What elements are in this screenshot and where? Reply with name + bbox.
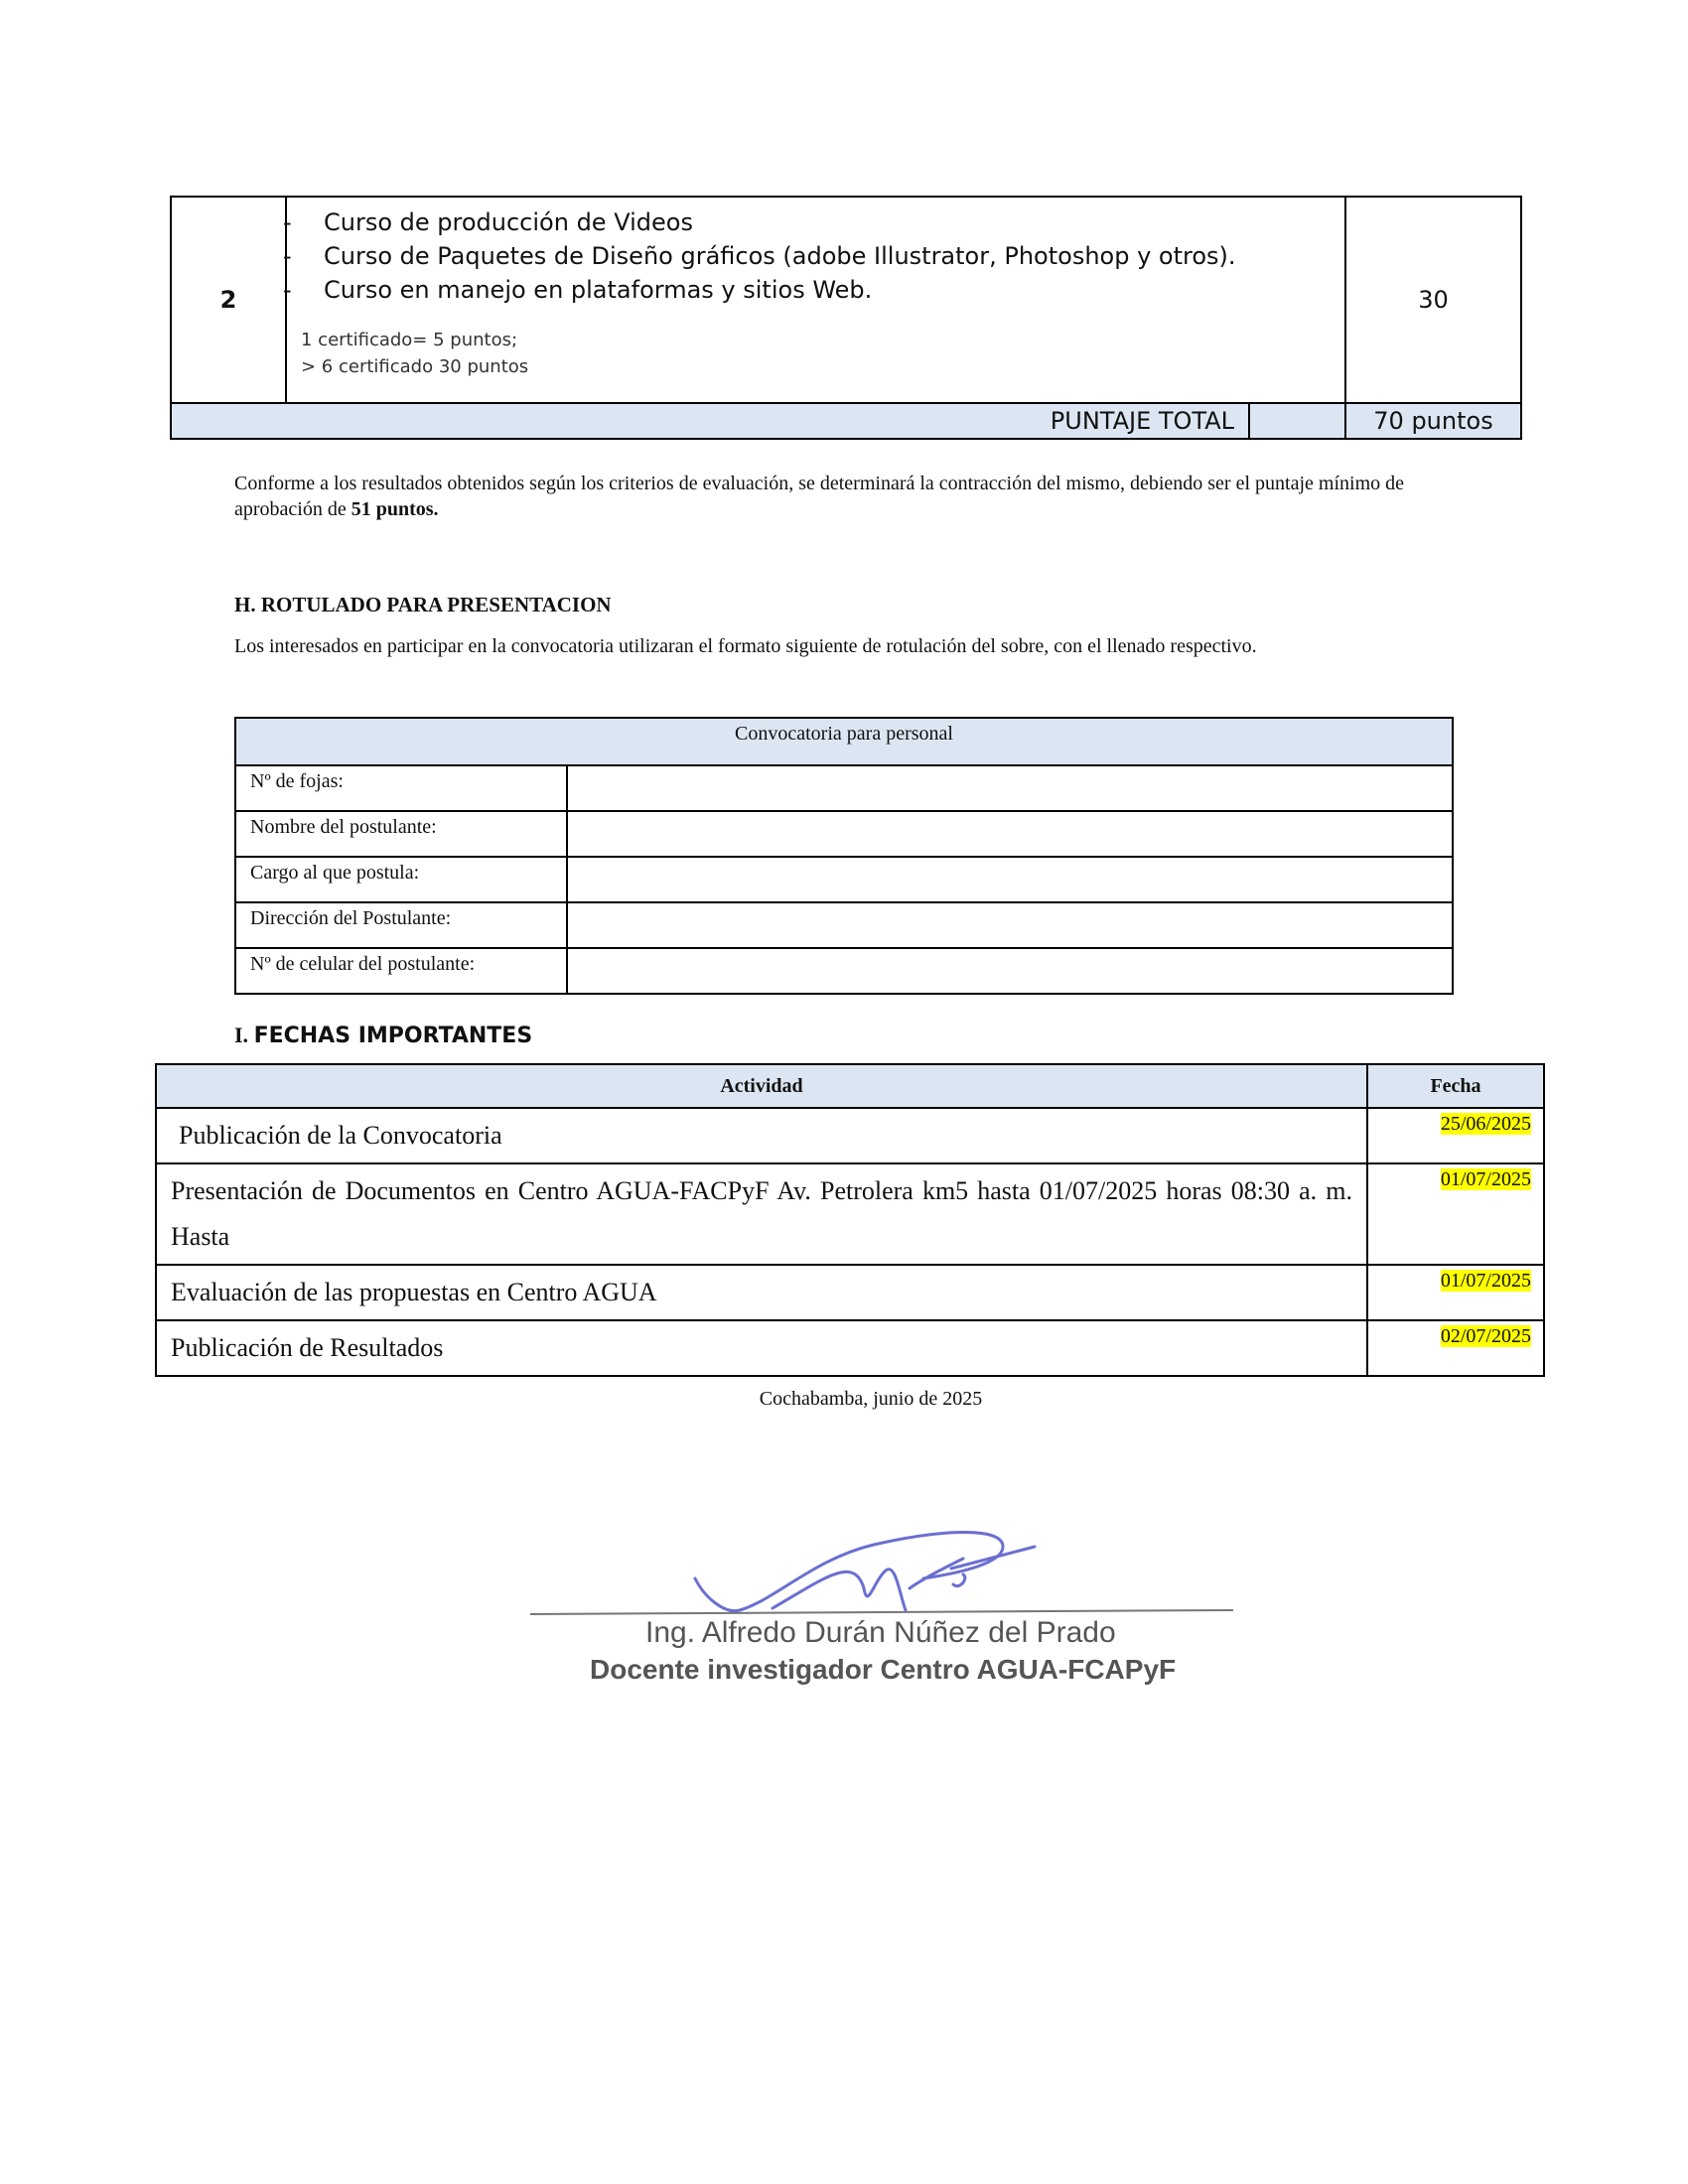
table-row [235,811,1453,857]
bullet-dash: - [283,242,292,270]
total-value: 70 puntos [1345,403,1521,439]
course-item: Curso de Paquetes de Diseño gráficos (adobe Illustrator, Photoshop y otros). [324,242,1236,270]
total-label-cell [171,403,1345,439]
section-h-text: Los interesados en participar en la convocatoria utilizaran el formato siguiente de rotulación del sobre, con el llenado respectivo. [234,635,1257,657]
date-cell [1367,1320,1544,1376]
scoring-table [170,196,1522,440]
section-h-heading: H. ROTULADO PARA PRESENTACION [234,593,612,616]
date-value: 01/07/2025 [1440,1270,1531,1292]
activity-cell: Publicación de la Convocatoria [156,1108,1367,1163]
list-item [283,239,1333,273]
signature-scribble [695,1533,1035,1611]
list-item [283,273,1333,307]
table-row [156,1163,1544,1265]
field-blank [567,902,1453,948]
activity-cell: Presentación de Documentos en Centro AGUA-FACPyF Av. Petrolera km5 hasta 01/07/2025 horas 08:30 a. m. Hasta [156,1163,1367,1265]
field-label: Nº de celular del postulante: [235,948,567,994]
bullet-dash: - [283,208,292,236]
section-i-heading [234,1023,532,1048]
field-label: Cargo al que postula: [235,857,567,902]
date-cell [1367,1108,1544,1163]
course-item: Curso en manejo en plataformas y sitios Web. [324,276,873,304]
activity-cell: Evaluación de las propuestas en Centro AGUA [156,1265,1367,1320]
field-label: Nombre del postulante: [235,811,567,857]
place-and-date: Cochabamba, junio de 2025 [759,1388,983,1410]
table-row [235,948,1453,994]
label-table-header: Convocatoria para personal [235,718,1453,765]
signature-drawing [526,1519,1241,1628]
minimum-score: 51 puntos. [351,498,439,520]
table-row [156,1265,1544,1320]
total-label: PUNTAJE TOTAL [172,404,1250,438]
bullet-dash: - [283,276,292,304]
signer-role: Docente investigador Centro AGUA-FCAPyF [590,1654,1177,1685]
table-row [235,765,1453,811]
date-cell [1367,1265,1544,1320]
list-item [283,205,1333,239]
total-row [171,403,1521,439]
signer-name: Ing. Alfredo Durán Núñez del Prado [645,1616,1116,1649]
field-label: Nº de fojas: [235,765,567,811]
section-i-title: FECHAS IMPORTANTES [253,1024,533,1048]
table-row [156,1320,1544,1376]
total-blank [1250,404,1344,438]
field-label: Dirección del Postulante: [235,902,567,948]
field-blank [567,857,1453,902]
table-row [156,1108,1544,1163]
date-column-header: Fecha [1367,1064,1544,1108]
date-value: 01/07/2025 [1440,1168,1531,1190]
envelope-label-table [234,717,1454,995]
signature-line [530,1610,1233,1614]
evaluation-text: Conforme a los resultados obtenidos según los criterios de evaluación, se determinará la contracción del mismo, debiendo ser el puntaje mínimo de aprobación de [234,473,1404,520]
date-value: 25/06/2025 [1440,1113,1531,1135]
section-i-number: I. [234,1023,249,1047]
evaluation-paragraph [234,471,1446,522]
certificate-notes [287,327,1333,380]
activity-column-header: Actividad [156,1064,1367,1108]
dates-header-row [156,1064,1544,1108]
date-cell [1367,1163,1544,1265]
criteria-cell [283,197,1345,403]
course-item: Curso de producción de Videos [324,208,693,236]
row-number: 2 [171,197,286,403]
note-line: > 6 certificado 30 puntos [301,356,529,377]
points-cell: 30 [1345,197,1521,403]
field-blank [567,765,1453,811]
activity-cell: Publicación de Resultados [156,1320,1367,1376]
scoring-row [171,197,1521,403]
field-blank [567,811,1453,857]
table-row [235,857,1453,902]
important-dates-table [155,1063,1545,1377]
table-row [235,902,1453,948]
course-list [283,205,1333,307]
field-blank [567,948,1453,994]
date-value: 02/07/2025 [1440,1325,1531,1347]
note-line: 1 certificado= 5 puntos; [301,330,518,350]
